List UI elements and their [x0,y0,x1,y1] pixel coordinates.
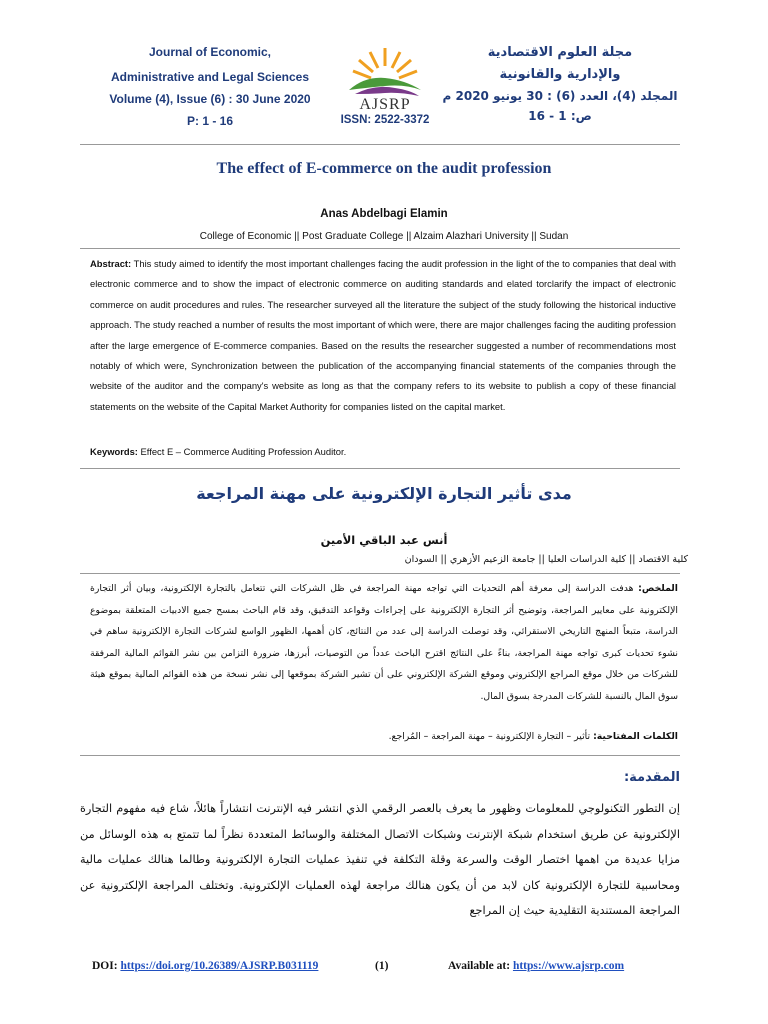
section-divider [80,468,680,469]
available-label: Available at: [448,960,511,972]
doi-block [92,960,318,972]
abstract-arabic [90,578,678,708]
paper-title-english: The effect of E-commerce on the audit profession [216,160,552,177]
keywords-arabic-text: تأثير – التجارة الإلكترونية – مهنة المراجعة – المُراجع. [388,731,591,742]
journal-name-line1: Journal of Economic, [148,45,271,59]
journal-header-english [80,45,340,128]
affiliation-arabic: كلية الاقتصاد || كلية الدراسات العليا || جامعة الزعيم الأزهري || السودان [404,554,688,565]
issn-number: ISSN: 2522-3372 [340,114,430,126]
keywords-text: Effect E – Commerce Auditing Profession Auditor. [140,446,347,457]
abstract-text: This study aimed to identify the most important challenges facing the audit profession in the light of the to companies that deal with electronic commerce and to show the impact of electronic commerce on auditing standards and elated torclarify the impact of electronic commerce on audit procedures and rules. The researcher surveyed all the literature the subject of the study following the historical inductive approach. The study reached a number of results the most important of which were, there are major challenges facing the auditing profession after the large emergence of E-commerce companies. Based on the results the researcher suggested a number of recommendations most notably of which were, Synchronization between the publication of the accompanying financial statements of the companies through the website of the auditor and the company's website as long as that the company refers to its website to publish a copy of these financial statements on the website of the Capital Market Authority for companies listed on the capital market. [90,258,676,412]
volume-issue-english: Volume (4), Issue (6) : 30 June 2020 [109,92,311,106]
journal-name-arabic-line2: والإدارية والقانونية [499,67,621,82]
keywords-label: Keywords: [90,446,138,457]
abstract-arabic-label: الملخص: [638,583,678,594]
abstract-english [90,254,676,417]
header-divider [80,144,680,145]
journal-header-arabic [440,45,680,123]
introduction-heading: المقدمة: [623,770,680,785]
journal-name-arabic-line1: مجلة العلوم الاقتصادية [487,45,633,60]
doi-link[interactable]: https://doi.org/10.26389/AJSRP.B031119 [120,960,319,972]
page-number: (1) [375,960,389,972]
page-footer [80,960,680,980]
volume-issue-arabic: المجلد (4)، العدد (6) : 30 يونيو 2020 م [442,89,678,103]
introduction-body: إن التطور التكنولوجي للمعلومات وظهور ما يعرف بالعصر الرقمي الذي انتشر فيه الإنترنت انتشاراً هائلاً، شاع فيه مفهوم التجارة الإلكترونية عن طريق استخدام شبكة الإنترنت وشبكات الاتصال المختلفة والوسائط المتعددة نظراً لما تتمتع به هذه الوسائل من مزايا عديدة من اهمها اختصار الوقت والسرعة وقلة التكلفة في تنفيذ عمليات التجارة الإلكترونية وطالما هنالك عمليات مالية ومحاسبية للتجارة الإلكترونية كان لابد من أن يكون هنالك مراجعة لهذه العمليات الإلكترونية. وتختلف المراجعة الإلكترونية عن المراجعة المستندية التقليدية حيث إن المراجع [80,802,680,917]
website-link[interactable]: https://www.ajsrp.com [512,960,625,972]
affiliation-english: College of Economic || Post Graduate College || Alzaim Alazhari University || Sudan [199,231,569,242]
keywords-arabic-label: الكلمات المفتاحية: [593,731,678,742]
abstract-top-divider [80,248,680,249]
pages-english: P: 1 - 16 [186,114,234,128]
keywords-english [90,446,676,457]
arabic-section-divider [80,755,680,756]
author-name-arabic: أنس عبد الباقي الأمين [320,533,448,547]
sunburst-icon [345,40,425,98]
journal-name-line2: Administrative and Legal Sciences [110,70,310,84]
author-name-english: Anas Abdelbagi Elamin [320,208,448,220]
logo-text: AJSRP [359,96,411,113]
paper-title-arabic: مدى تأثير التجارة الإلكترونية على مهنة المراجعة [196,484,572,503]
pages-arabic: ص: 1 - 16 [528,109,592,123]
doi-label: DOI: [92,960,118,972]
arabic-abstract-top-divider [80,573,680,574]
abstract-label: Abstract: [90,258,132,269]
abstract-arabic-text: هدفت الدراسة إلى معرفة أهم التحديات التي تواجه مهنة المراجعة في ظل الشركات التي تتعامل بالتجارة الإلكترونية، وبيان أثر التجارة الإلكترونية على معايير المراجعة، وتوضيح أثر التجارة الإلكترونية على إجراءات وقواعد التدقيق، وقد قام الباحث بمسح جميع الادبيات المتعلقة بموضوع الدراسة، متبعاً المنهج التاريخي الاستقرائي، وقد توصلت الدراسة إلى عدد من النتائج، كان أهمها، الظهور الواسع لشركات التجارة الإلكترونية ساهم في نشوء تحديات كبرى تواجه مهنة المراجعة، بناءً على النتائج اقترح الباحث عدداً من التوصيات، أبرزها، ضرورة التزامن بين نشر القوائم المالية المرفقة للشركات من خلال موقع المراجع الإلكتروني وموقع الشركة الإلكتروني على أن تشير الشركة بموقعها إلى نشر نسخة من هذه القوائم المالية بموقع هيئة سوق المال بالنسبة للشركات المدرجة بسوق المال. [90,583,678,702]
keywords-arabic [90,731,678,742]
available-block [448,960,624,972]
